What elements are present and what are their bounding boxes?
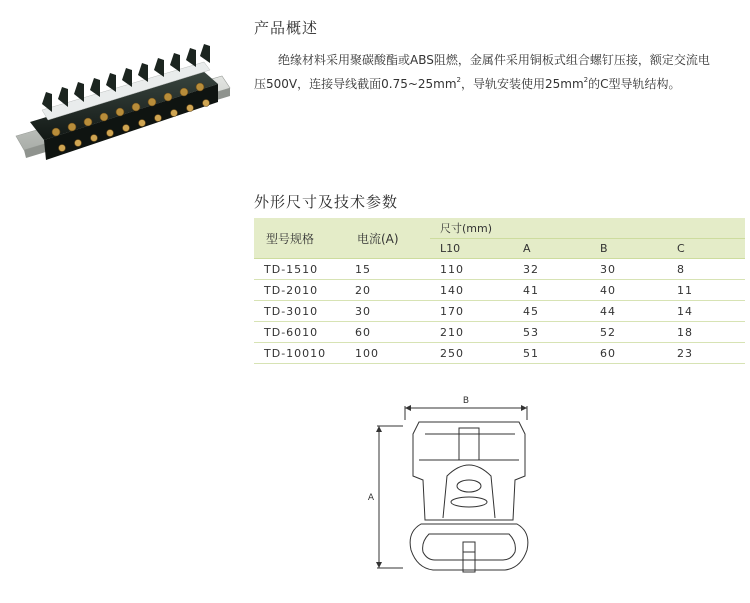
cell-model: TD-10010 [254,343,345,364]
specs-title: 外形尺寸及技术参数 [254,193,399,211]
cell-b: 44 [590,301,667,322]
superscript-squared: 2 [456,76,462,84]
cell-c: 18 [667,322,745,343]
table-row [254,343,745,364]
superscript-squared: 2 [583,76,589,84]
cell-model: TD-6010 [254,322,345,343]
overview-line-1: 绝缘材料采用聚碳酸酯或ABS阻燃，金属件采用铜板式组合螺钉压接，额定交流电 [278,53,710,67]
overview-title: 产品概述 [254,19,319,37]
spec-table [254,218,745,364]
header-l10: L10 [430,239,513,259]
cell-model: TD-1510 [254,259,345,280]
cell-b: 52 [590,322,667,343]
terminal-block-photo [12,40,234,165]
cell-current: 100 [345,343,430,364]
cell-b: 40 [590,280,667,301]
dimension-drawing [355,392,555,592]
table-row [254,301,745,322]
cell-a: 41 [513,280,590,301]
cell-a: 51 [513,343,590,364]
cell-a: 53 [513,322,590,343]
cell-l10: 250 [430,343,513,364]
overview-line-2-before: 压500V，连接导线截面0.75~25mm [254,77,457,91]
cell-l10: 210 [430,322,513,343]
overview-description [254,48,746,96]
header-model: 型号规格 [254,218,345,259]
cell-current: 20 [345,280,430,301]
cell-c: 11 [667,280,745,301]
cell-b: 60 [590,343,667,364]
cell-current: 30 [345,301,430,322]
cell-model: TD-3010 [254,301,345,322]
cell-c: 23 [667,343,745,364]
overview-line-2-after: 的C型导轨结构。 [588,77,681,91]
cell-current: 15 [345,259,430,280]
header-a: A [513,239,590,259]
cell-l10: 110 [430,259,513,280]
cell-b: 30 [590,259,667,280]
cell-a: 32 [513,259,590,280]
header-current: 电流(A) [345,218,430,259]
table-row [254,280,745,301]
cell-c: 14 [667,301,745,322]
overview-line-2-middle: ，导轨安装使用25mm [461,77,584,91]
cell-c: 8 [667,259,745,280]
header-c: C [667,239,745,259]
dimension-label-a: A [367,493,375,503]
cell-current: 60 [345,322,430,343]
table-row [254,259,745,280]
cell-l10: 140 [430,280,513,301]
cell-a: 45 [513,301,590,322]
header-b: B [590,239,667,259]
table-row [254,322,745,343]
cell-model: TD-2010 [254,280,345,301]
cell-l10: 170 [430,301,513,322]
dimension-label-b: B [462,396,470,406]
header-size: 尺寸(mm) [430,218,745,239]
